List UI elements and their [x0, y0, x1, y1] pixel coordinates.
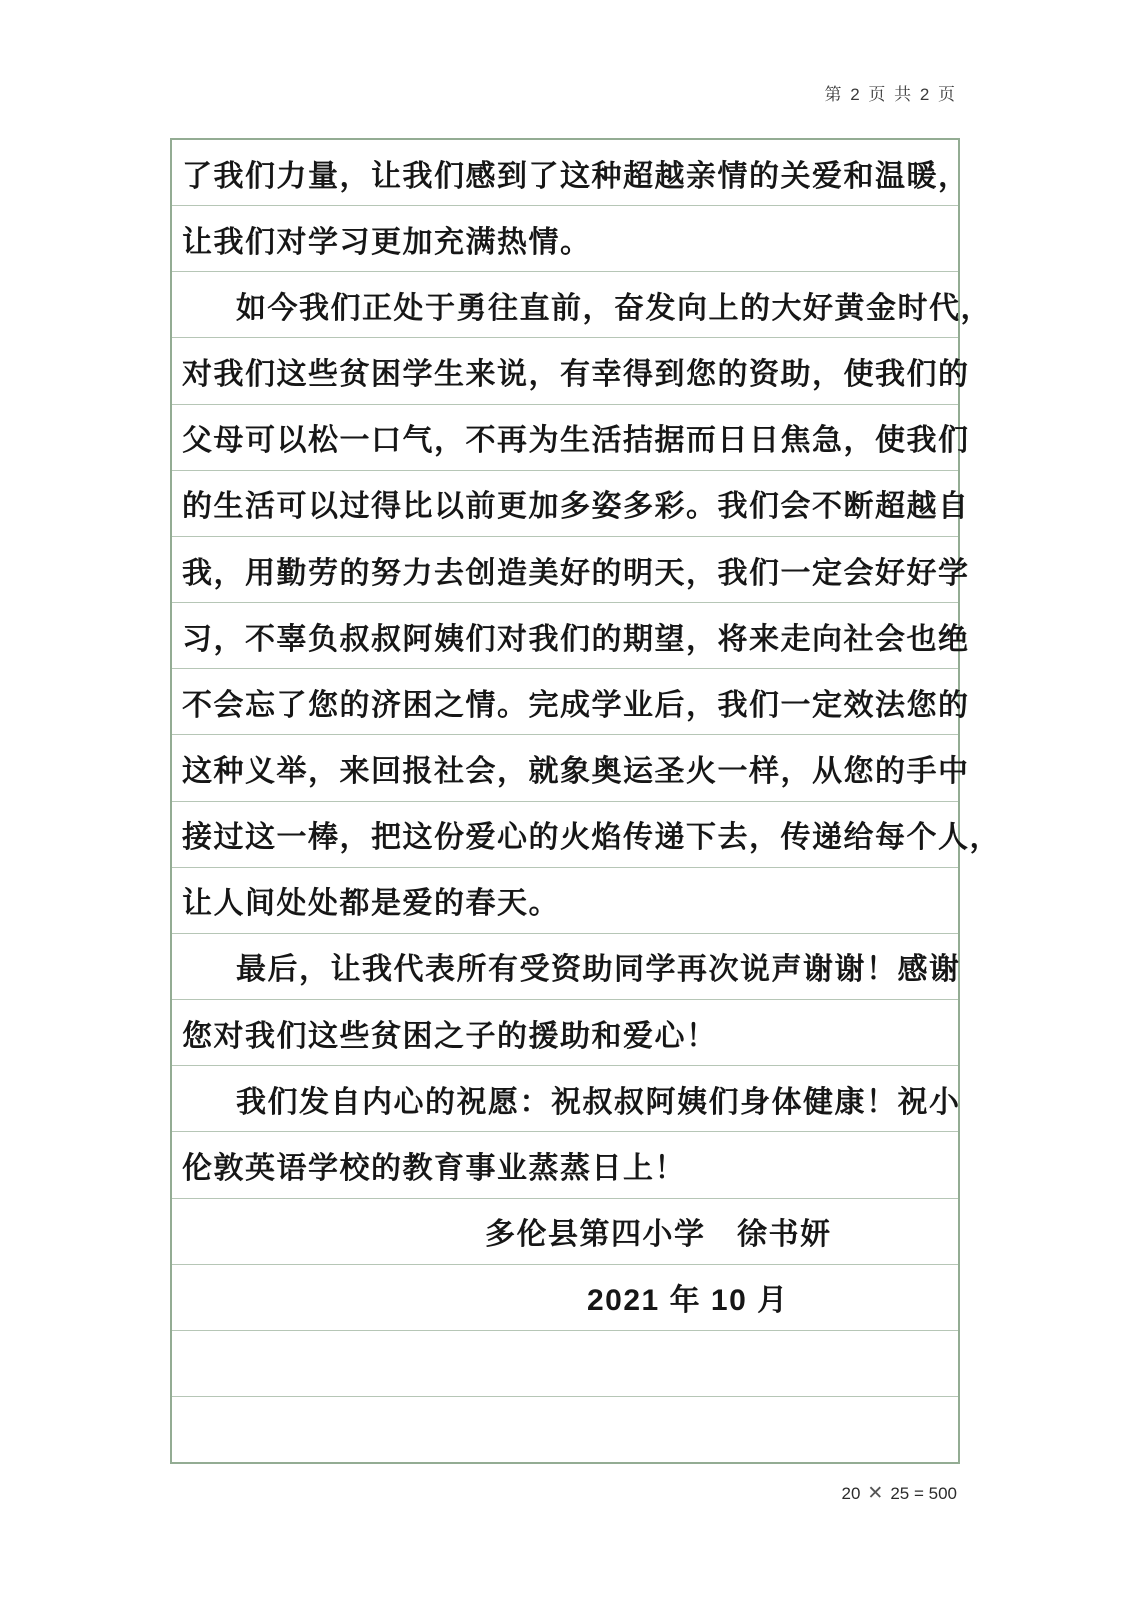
- letter-row: 多伦县第四小学 徐书妍: [172, 1199, 958, 1265]
- letter-row: 的生活可以过得比以前更加多姿多彩。我们会不断超越自: [172, 471, 958, 537]
- letter-row: 了我们力量，让我们感到了这种超越亲情的关爱和温暖，: [172, 140, 958, 206]
- letter-row: 您对我们这些贫困之子的援助和爱心！: [172, 1000, 958, 1066]
- multiply-icon: ✕: [867, 1483, 884, 1504]
- letter-row: 接过这一棒，把这份爱心的火焰传递下去，传递给每个人，: [172, 802, 958, 868]
- grid-formula-left: 20: [841, 1484, 861, 1503]
- letter-row: 我，用勤劳的努力去创造美好的明天，我们一定会好好学: [172, 537, 958, 603]
- grid-formula: [0, 1482, 957, 1505]
- letter-row: 如今我们正处于勇往直前，奋发向上的大好黄金时代，: [172, 272, 958, 338]
- letter-row: 这种义举，来回报社会，就象奥运圣火一样，从您的手中: [172, 735, 958, 801]
- letter-row: 让我们对学习更加充满热情。: [172, 206, 958, 272]
- letter-row: 对我们这些贫困学生来说，有幸得到您的资助，使我们的: [172, 338, 958, 404]
- grid-formula-right: 25 = 500: [890, 1484, 957, 1503]
- letter-row: 习，不辜负叔叔阿姨们对我们的期望，将来走向社会也绝: [172, 603, 958, 669]
- page-indicator: 第 2 页 共 2 页: [824, 85, 957, 104]
- letter-row: 伦敦英语学校的教育事业蒸蒸日上！: [172, 1132, 958, 1198]
- letter-row: 2021 年 10 月: [172, 1265, 958, 1331]
- letter-row: [172, 1331, 958, 1397]
- letter-row: 让人间处处都是爱的春天。: [172, 868, 958, 934]
- letter-row: 不会忘了您的济困之情。完成学业后，我们一定效法您的: [172, 669, 958, 735]
- letter-row: 父母可以松一口气，不再为生活拮据而日日焦急，使我们: [172, 405, 958, 471]
- letter-row: 我们发自内心的祝愿：祝叔叔阿姨们身体健康！祝小: [172, 1066, 958, 1132]
- letter-row: [172, 1397, 958, 1462]
- letter-row: 最后，让我代表所有受资助同学再次说声谢谢！感谢: [172, 934, 958, 1000]
- grid-paper: [170, 138, 1001, 1464]
